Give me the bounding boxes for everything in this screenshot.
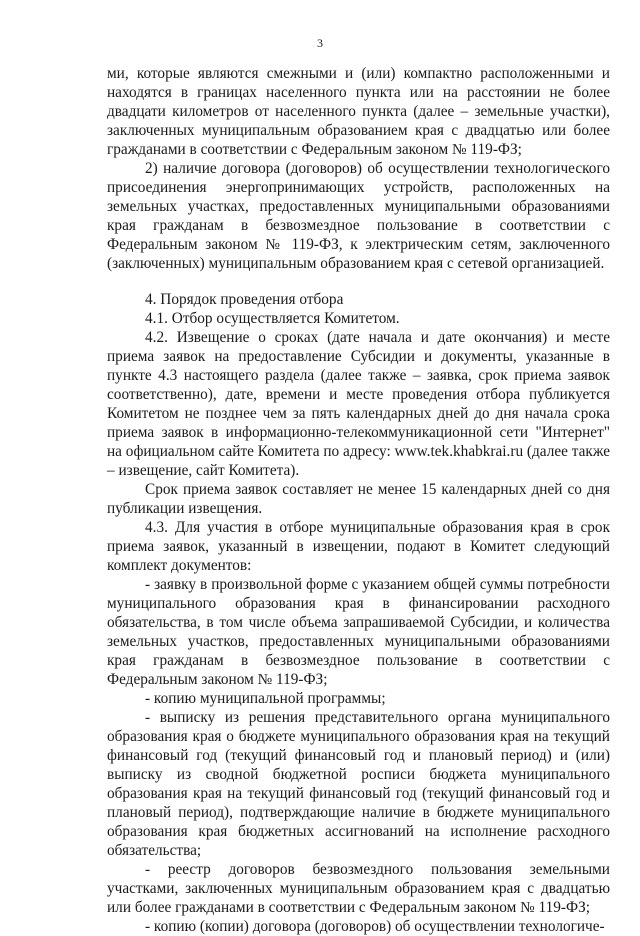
paragraph-4-2: 4.2. Извещение о сроках (дате начала и дате окончания) и месте приема заявок на предоставление Субсидии и документы, указанные в пункте 4.3 настоящего раздела (далее также – заявка, срок приема заявок соответственно), дате, времени и месте проведения отбора публикуется Комитетом не позднее чем за пять календарных дней до дня начала срока приема заявок в информационно-телекоммуникационной сети "Интернет" на официальном сайте Комитета по адресу: www.tek.khabkrai.ru (далее также – извещение, сайт Комитета). xyxy=(107,329,611,479)
document-body xyxy=(107,64,610,936)
list-item-budget-extract: - выписку из решения представительного органа муниципального образования края о бюджете муниципального образования края на текущий финансовый год (текущий финансовый год и плановый период) и (или) выписку из сводной бюджетной росписи бюджета муниципального образования края на текущий финансовый год (текущий финансовый год и плановый период), подтверждающие наличие в бюджете муниципального образования края бюджетных ассигнований на исполнение расходного обязательства; xyxy=(107,709,610,859)
paragraph-4-3: 4.3. Для участия в отборе муниципальные образования края в срок приема заявок, указанный в извещении, подают в Комитет следующий комплект документов: xyxy=(107,519,610,574)
paragraph-4-1: 4.1. Отбор осуществляется Комитетом. xyxy=(145,310,400,327)
list-item-contract-copies: - копию (копии) договора (договоров) об осуществлении технологиче- xyxy=(145,918,605,935)
paragraph-application-period: Срок приема заявок составляет не менее 15 календарных дней со дня публикации извещения. xyxy=(107,481,610,517)
list-item-municipal-program: - копию муниципальной программы; xyxy=(145,690,386,707)
paragraph-land-plots-continuation: ми, которые являются смежными и (или) компактно расположенными и находятся в границах населенного пункта или на расстоянии не более двадцати километров от населенного пункта (далее – земельные участки), заключенных муниципальным образованием края с двадцатью или более гражданами в соответствии с Федеральным законом № 119-ФЗ; xyxy=(107,65,610,158)
section-gap xyxy=(107,273,610,290)
list-item-contract-registry: - реестр договоров безвозмездного пользования земельными участками, заключенных муниципальным образованием края с двадцатью или более гражданами в соответствии с Федеральным законом № 119-ФЗ; xyxy=(107,861,610,916)
paragraph-connection-contract: 2) наличие договора (договоров) об осуществлении технологического присоединения энергопринимающих устройств, расположенных на земельных участках, предоставленных муниципальными образованиями края гражданам в безвозмездное пользование в соответствии с Федеральным законом № 119-ФЗ, к электрическим сетям, заключенного (заключенных) муниципальным образованием края с сетевой организацией. xyxy=(107,160,610,272)
list-item-application: - заявку в произвольной форме с указанием общей суммы потребности муниципального образования края в финансировании расходного обязательства, в том числе объема запрашиваемой Субсидии, и количества земельных участков, предоставленных муниципальными образованиями края гражданам в безвозмездное пользование в соответствии с Федеральным законом № 119-ФЗ; xyxy=(107,576,610,688)
section-heading: 4. Порядок проведения отбора xyxy=(145,291,344,308)
page-number: 3 xyxy=(317,36,323,50)
